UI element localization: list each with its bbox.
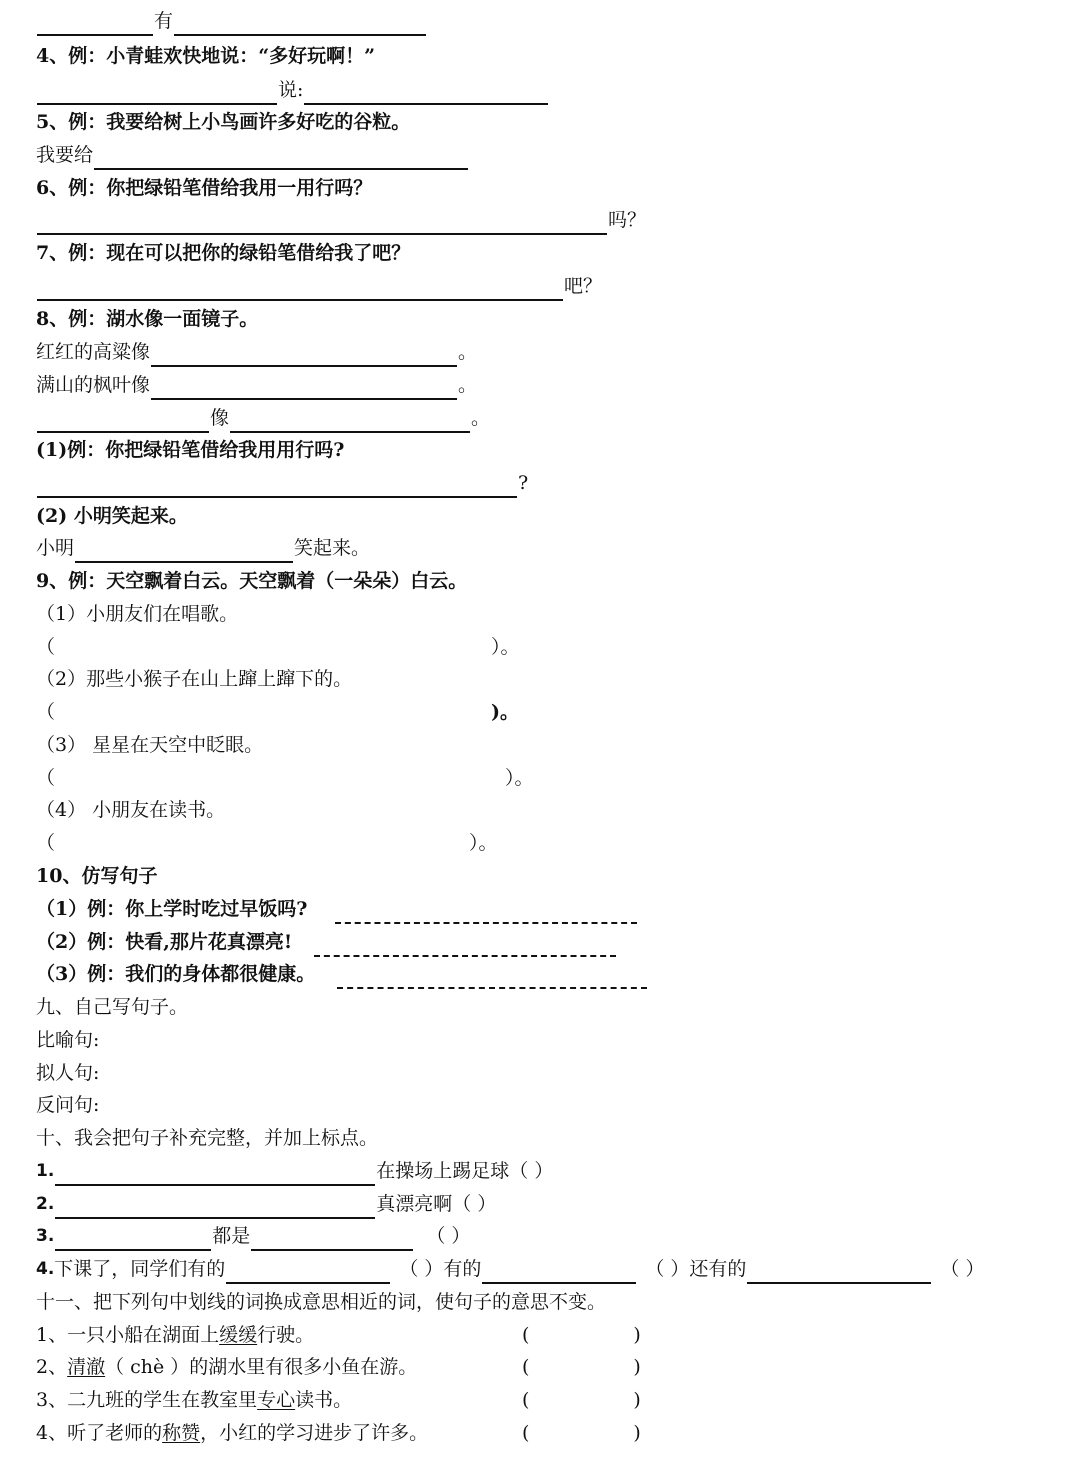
text: 行驶。 (257, 1324, 315, 1346)
section-10-4 (36, 1254, 984, 1284)
question-text: （1）小朋友们在唱歌。 (36, 603, 239, 625)
paren-close: ）。 (491, 636, 520, 658)
question-text: 7、例：现在可以把你的绿铅笔借给我了吧？ (36, 242, 411, 264)
answer-blank[interactable] (304, 81, 548, 105)
text: 3、二九班的学生在教室里 (36, 1389, 258, 1411)
answer-7 (36, 271, 602, 301)
paren-open: （ (36, 767, 56, 789)
question-6 (36, 173, 372, 203)
line-0 (36, 6, 427, 36)
paren-close: )。 (491, 701, 520, 723)
answer-blank[interactable] (174, 12, 426, 36)
answer-blank[interactable] (151, 376, 457, 400)
item-number: 2. (36, 1194, 55, 1214)
paren-open: （ (36, 832, 56, 854)
question-5 (36, 107, 410, 137)
answer-9-4 (36, 828, 498, 858)
sentence (36, 1385, 522, 1415)
question-9-3 (36, 730, 263, 760)
paren-close: ) (633, 1389, 641, 1411)
paren-open: （ (36, 701, 56, 723)
question-9-2 (36, 664, 352, 694)
answer-9-2 (36, 697, 519, 727)
question-text: （2）例：快看,那片花真漂亮! (36, 931, 293, 953)
paren-open: ( (522, 1356, 530, 1378)
paren-open: （ (36, 636, 56, 658)
text: 红红的高粱像 (36, 341, 151, 363)
answer-blank[interactable] (94, 146, 468, 170)
question-text: （2）那些小猴子在山上蹿上蹿下的。 (36, 668, 353, 690)
question-text: 10、仿写句子 (36, 865, 158, 887)
section-9-title (36, 992, 188, 1022)
underlined-word: 缓缓 (219, 1324, 258, 1346)
answer-8a (36, 337, 477, 367)
question-text: （4） 小朋友在读书。 (36, 799, 226, 821)
question-9 (36, 566, 467, 596)
text: 都是 (212, 1225, 251, 1247)
question-10-3 (36, 959, 647, 989)
text: 笑起来。 (294, 537, 371, 559)
text: 。 (458, 374, 478, 396)
section-10-title (36, 1123, 378, 1153)
section-11-3 (36, 1385, 641, 1415)
sentence (36, 1320, 522, 1350)
text: 。 (458, 341, 478, 363)
text: （ chè ）的湖水里有很多小鱼在游。 (105, 1356, 418, 1378)
section-title: 九、自己写句子。 (36, 996, 189, 1018)
answer-blank[interactable] (747, 1260, 931, 1284)
item-number: 4. (36, 1259, 55, 1279)
answer-dash-line[interactable] (314, 939, 616, 957)
question-7 (36, 238, 410, 268)
answer-blank[interactable] (75, 539, 293, 563)
question-text: 9、例：天空飘着白云。天空飘着（一朵朵）白云。 (36, 570, 468, 592)
paren-open: ( (522, 1324, 530, 1346)
answer-blank[interactable] (251, 1227, 413, 1251)
text: 有 (154, 10, 174, 32)
question-10-1 (36, 894, 637, 924)
answer-8b (36, 370, 477, 400)
question-text: （3） 星星在天空中眨眼。 (36, 734, 264, 756)
text: 我要给 (36, 144, 94, 166)
text: （ ） (426, 1225, 471, 1247)
question-9-4 (36, 795, 225, 825)
question-9-1 (36, 599, 238, 629)
question-text: （3）例：我们的身体都很健康。 (36, 963, 316, 985)
answer-blank[interactable] (55, 1162, 375, 1186)
text: ，小红的学习进步了许多。 (200, 1422, 429, 1444)
answer-9-1 (36, 632, 520, 662)
answer-blank[interactable] (37, 12, 153, 36)
answer-blank[interactable] (37, 277, 563, 301)
answer-blank[interactable] (55, 1227, 211, 1251)
text: （ ）还有的 (645, 1258, 747, 1280)
text: 像 (210, 407, 230, 429)
text: ? (518, 472, 529, 494)
section-11-4 (36, 1418, 641, 1448)
answer-8c (36, 403, 490, 433)
answer-blank[interactable] (230, 409, 470, 433)
question-10-2 (36, 927, 616, 957)
text: 2、 (36, 1356, 68, 1378)
question-text: (1)例：你把绿铅笔借给我用用行吗? (36, 439, 345, 461)
question-text: 6、例：你把绿铅笔借给我用一用行吗？ (36, 177, 373, 199)
answer-blank[interactable] (55, 1195, 375, 1219)
item-number: 3. (36, 1226, 55, 1246)
answer-blank[interactable] (151, 343, 457, 367)
section-10-2 (36, 1189, 496, 1219)
section-title: 十一、把下列句中划线的词换成意思相近的词，使句子的意思不变。 (36, 1291, 607, 1313)
paren-close: ）。 (469, 832, 498, 854)
answer-6 (36, 205, 646, 235)
text: 读书。 (295, 1389, 353, 1411)
section-9-c (36, 1090, 99, 1120)
label: 反问句: (36, 1094, 100, 1116)
text: 吗？ (608, 209, 647, 231)
label: 拟人句: (36, 1062, 100, 1084)
answer-dash-line[interactable] (335, 906, 637, 924)
question-p2 (36, 501, 188, 531)
sentence (36, 1418, 522, 1448)
answer-4 (36, 75, 549, 105)
section-10-3 (36, 1221, 470, 1251)
section-9-b (36, 1058, 99, 1088)
sentence (36, 1352, 522, 1382)
answer-9-3 (36, 763, 534, 793)
answer-p1 (36, 468, 528, 498)
paren-open: ( (522, 1389, 530, 1411)
paren-close: ) (633, 1356, 641, 1378)
answer-blank[interactable] (37, 409, 209, 433)
paren-close: ）。 (505, 767, 534, 789)
answer-blank[interactable] (37, 211, 607, 235)
text: （ ）有的 (399, 1258, 482, 1280)
underlined-word: 称赞 (162, 1422, 201, 1444)
section-10-1 (36, 1156, 553, 1186)
section-title: 十、我会把句子补充完整，并加上标点。 (36, 1127, 379, 1149)
section-11-2 (36, 1352, 641, 1382)
answer-blank[interactable] (37, 81, 277, 105)
label: 比喻句: (36, 1029, 100, 1051)
text: 4、听了老师的 (36, 1422, 163, 1444)
question-4 (36, 41, 375, 71)
text: （ ） (940, 1258, 985, 1280)
answer-blank[interactable] (226, 1260, 390, 1284)
paren-close: ) (633, 1324, 641, 1346)
question-10 (36, 861, 157, 891)
section-11-1 (36, 1320, 641, 1350)
section-9-a (36, 1025, 99, 1055)
question-p1 (36, 435, 344, 465)
text: 1、一只小船在湖面上 (36, 1324, 220, 1346)
text: 真漂亮啊（ ） (376, 1193, 497, 1215)
text: 说: (278, 79, 304, 101)
question-text: 5、例：我要给树上小鸟画许多好吃的谷粒。 (36, 111, 411, 133)
question-text: （1）例：你上学时吃过早饭吗? (36, 898, 308, 920)
text: 吧？ (564, 275, 603, 297)
paren-open: ( (522, 1422, 530, 1444)
answer-dash-line[interactable] (337, 971, 647, 989)
answer-blank[interactable] (37, 474, 517, 498)
text: 下课了，同学们有的 (54, 1258, 226, 1280)
question-text: 4、例：小青蛙欢快地说：“多好玩啊！” (36, 45, 376, 67)
text: 在操场上踢足球（ ） (376, 1160, 554, 1182)
answer-blank[interactable] (482, 1260, 636, 1284)
underlined-word: 专心 (257, 1389, 296, 1411)
question-8 (36, 304, 258, 334)
paren-close: ) (633, 1422, 641, 1444)
answer-5 (36, 140, 469, 170)
item-number: 1. (36, 1161, 55, 1181)
text: 小明 (36, 537, 75, 559)
answer-p2 (36, 533, 370, 563)
text: 。 (471, 407, 491, 429)
text: 满山的枫叶像 (36, 374, 151, 396)
question-text: 8、例：湖水像一面镜子。 (36, 308, 259, 330)
section-11-title (36, 1287, 606, 1317)
underlined-word: 清澈 (67, 1356, 106, 1378)
question-text: (2) 小明笑起来。 (36, 505, 188, 527)
